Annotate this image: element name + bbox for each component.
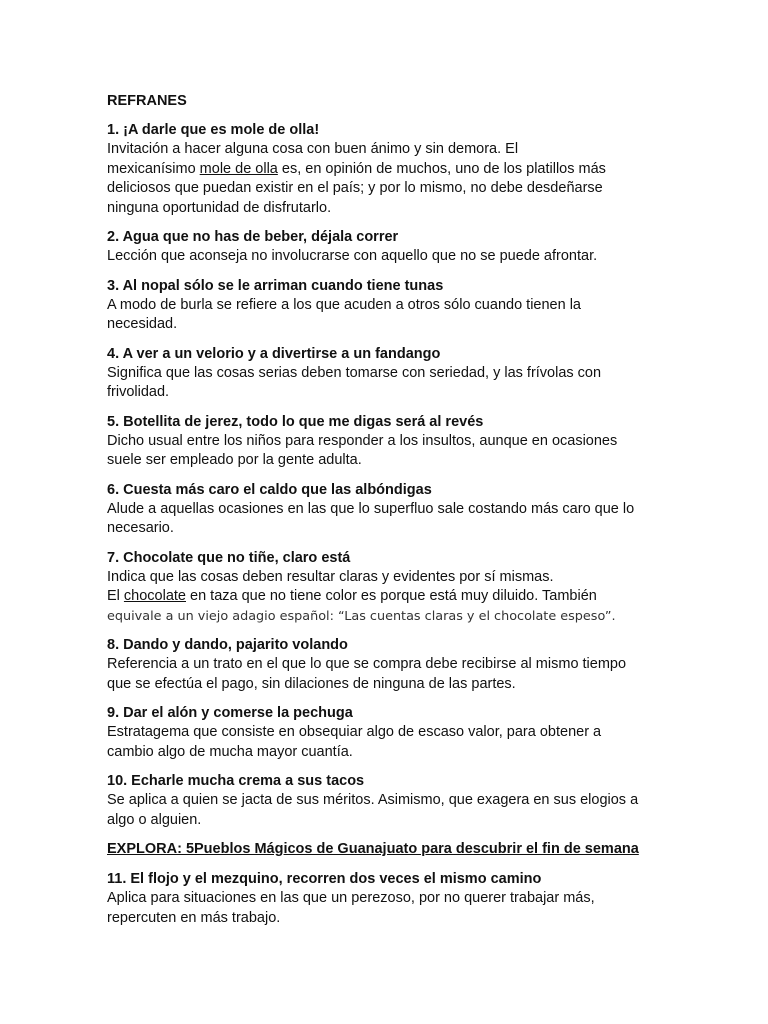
refran-entry-1 bbox=[107, 121, 667, 218]
refran-line: repercuten en más trabajo. bbox=[107, 909, 281, 926]
refran-line: ninguna oportunidad de disfrutarlo. bbox=[107, 199, 332, 216]
refran-line: Dicho usual entre los niños para responder a los insultos, aunque en ocasiones bbox=[107, 432, 618, 449]
explora-link[interactable]: EXPLORA: 5Pueblos Mágicos de Guanajuato para descubrir el fin de semana bbox=[107, 841, 639, 857]
refran-text: es, en opinión de muchos, uno de los platillos más bbox=[277, 160, 606, 177]
refran-line: Indica que las cosas deben resultar claras y evidentes por sí mismas. bbox=[107, 568, 554, 585]
refran-line bbox=[107, 587, 667, 607]
refran-line: deliciosos que puedan existir en el país; y por lo mismo, no debe desdeñarse bbox=[107, 180, 603, 196]
refran-line: Invitación a hacer alguna cosa con buen ánimo y sin demora. El bbox=[107, 141, 519, 157]
refran-line: Estratagema que consiste en obsequiar algo de escaso valor, para obtener a bbox=[107, 724, 602, 740]
refran-entry-5 bbox=[107, 413, 667, 471]
refran-line: necesario. bbox=[107, 520, 174, 536]
refran-entry-8 bbox=[107, 636, 667, 694]
refran-line: equivale a un viejo adagio español: “Las cuentas claras y el chocolate espeso”. bbox=[107, 608, 616, 624]
refran-entry-7 bbox=[107, 549, 667, 627]
refran-title: 1. ¡A darle que es mole de olla! bbox=[107, 122, 320, 138]
refran-title: 10. Echarle mucha crema a sus tacos bbox=[107, 773, 365, 789]
refran-entry-4 bbox=[107, 345, 667, 403]
refran-title: 11. El flojo y el mezquino, recorren dos veces el mismo camino bbox=[107, 871, 542, 887]
refran-line: Aplica para situaciones en las que un perezoso, por no querer trabajar más, bbox=[107, 890, 595, 906]
refran-entry-6 bbox=[107, 481, 667, 539]
refran-line: frivolidad. bbox=[107, 384, 170, 400]
refran-entry-11 bbox=[107, 870, 667, 928]
refran-title: 2. Agua que no has de beber, déjala correr bbox=[107, 229, 399, 245]
refran-line: algo o alguien. bbox=[107, 811, 202, 828]
refran-title: 6. Cuesta más caro el caldo que las albóndigas bbox=[107, 481, 432, 498]
refran-entry-3 bbox=[107, 277, 667, 335]
refran-title: 9. Dar el alón y comerse la pechuga bbox=[107, 705, 353, 721]
refran-line: Se aplica a quien se jacta de sus méritos. Asimismo, que exagera en sus elogios a bbox=[107, 792, 639, 808]
refran-title: 4. A ver a un velorio y a divertirse a un fandango bbox=[107, 345, 441, 362]
document-title: REFRANES bbox=[107, 93, 187, 109]
refran-line: Referencia a un trato en el que lo que se compra debe recibirse al mismo tiempo bbox=[107, 656, 627, 672]
refran-entry-9 bbox=[107, 704, 667, 762]
refran-title: 5. Botellita de jerez, todo lo que me digas será al revés bbox=[107, 413, 484, 430]
refran-entry-10 bbox=[107, 772, 667, 830]
refran-text: en taza que no tiene color es porque está muy diluido. También bbox=[186, 588, 597, 604]
refran-title: 7. Chocolate que no tiñe, claro está bbox=[107, 549, 351, 566]
refran-line: suele ser empleado por la gente adulta. bbox=[107, 452, 362, 468]
chocolate-link[interactable]: chocolate bbox=[123, 588, 186, 604]
refran-line bbox=[107, 160, 667, 180]
refran-line: cambio algo de mucha mayor cuantía. bbox=[107, 743, 353, 760]
refran-text: El bbox=[107, 588, 124, 604]
refran-line: Lección que aconseja no involucrarse con aquello que no se puede afrontar. bbox=[107, 248, 598, 264]
refran-line: Significa que las cosas serias deben tomarse con seriedad, y las frívolas con bbox=[107, 364, 602, 381]
refran-entry-2 bbox=[107, 228, 667, 267]
mole-de-olla-link[interactable]: mole de olla bbox=[199, 160, 278, 177]
refran-line: A modo de burla se refiere a los que acuden a otros sólo cuando tienen la bbox=[107, 296, 581, 313]
refran-line: que se efectúa el pago, sin dilaciones de ninguna de las partes. bbox=[107, 675, 516, 692]
refran-text: mexicanísimo bbox=[107, 160, 200, 177]
refran-title: 3. Al nopal sólo se le arriman cuando tiene tunas bbox=[107, 277, 444, 294]
document-page bbox=[107, 92, 667, 938]
refran-line: necesidad. bbox=[107, 316, 178, 332]
refran-line: Alude a aquellas ocasiones en las que lo superfluo sale costando más caro que lo bbox=[107, 500, 635, 517]
refran-title: 8. Dando y dando, pajarito volando bbox=[107, 637, 348, 653]
